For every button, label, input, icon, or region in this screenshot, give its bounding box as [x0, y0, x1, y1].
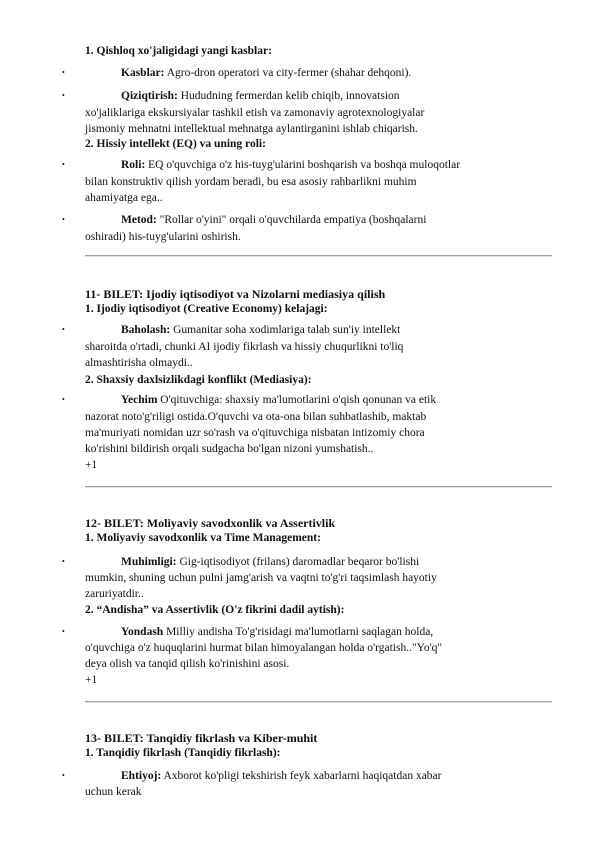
list-item-first-line [121, 158, 460, 172]
item-text: Axborot ko'pligi tekshirish feyk xabarlarni haqiqatdan xabar [163, 770, 442, 782]
item-text: Gumanitar soha xodimlariga talab sun'iy intellekt [173, 324, 401, 336]
list-item-first-line [121, 769, 442, 783]
list-item-text-line: ma'muriyati nomidan uzr so'rash va o'qituvchiga nisbatan intizomiy chora [85, 427, 425, 439]
section-heading: 2. “Andisha” va Assertivlik (O'z fikrini dadil aytish): [85, 604, 345, 616]
section-heading: 2. Shaxsiy daxlsizlikdagi konflikt (Mediasiya): [85, 374, 312, 386]
item-label: Ehtiyoj: [121, 770, 162, 782]
item-text: Hududning fermerdan kelib chiqib, innovatsion [180, 90, 400, 102]
bullet-icon: • [62, 771, 65, 780]
item-label: Qiziqtirish: [121, 90, 178, 102]
item-text: EQ o'quvchiga o'z his-tuyg'ularini boshqarish va boshqa muloqotlar [148, 159, 461, 171]
bullet-icon: • [62, 91, 65, 100]
item-label: Muhimligi: [121, 556, 177, 568]
list-item-text-line: ahamiyatga ega.. [85, 192, 163, 204]
bullet-icon: • [62, 627, 65, 636]
section-heading: 1. Ijodiy iqtisodiyot (Creative Economy) kelajagi: [85, 303, 328, 315]
list-item-first-line [121, 213, 426, 227]
item-text: Agro-dron operatori va city-fermer (shahar dehqoni). [166, 67, 412, 79]
list-item-text-line: mumkin, shuning uchun pulni jamg'arish va vaqtni to'g'ri taqsimlash hayotiy [85, 572, 437, 584]
list-item-first-line [121, 393, 436, 407]
list-item-text-line: xo'jaliklariga ekskursiyalar tashkil etish va zamonaviy agrotexnologiyalar [85, 107, 425, 119]
item-label: Yechim [121, 394, 158, 406]
item-text: Gig-iqtisodiyot (frilans) daromadlar beqaror bo'lishi [179, 556, 420, 568]
bullet-icon: • [62, 557, 65, 566]
section-heading: 1. Qishloq xo'jaligidagi yangi kasblar: [85, 45, 272, 57]
divider [85, 701, 552, 703]
divider [85, 486, 552, 488]
list-item-first-line [121, 625, 433, 639]
plus-one-mark: +1 [85, 459, 98, 471]
list-item-text-line: sharoitda o'rtadi, chunki AI ijodiy fikrlash va hissiy chuqurlikni to'liq [85, 341, 404, 353]
bullet-icon: • [62, 215, 65, 224]
list-item-text-line: oshiradi) his-tuyg'ularini oshirish. [85, 231, 241, 243]
section-heading: 1. Moliyaviy savodxonlik va Time Management: [85, 532, 321, 544]
list-item-text-line: almashtirisha olmaydi.. [85, 357, 193, 369]
bullet-icon: • [62, 160, 65, 169]
section-heading: 2. Hissiy intellekt (EQ) va uning roli: [85, 138, 266, 150]
item-label: Baholash: [121, 324, 171, 336]
list-item-first-line [121, 66, 411, 80]
bullet-icon: • [62, 395, 65, 404]
section-heading: 1. Tanqidiy fikrlash (Tanqidiy fikrlash): [85, 747, 281, 759]
list-item-text-line: zaruriyatdir.. [85, 588, 144, 600]
divider [85, 255, 552, 257]
list-item-first-line [121, 323, 400, 337]
list-item-text-line: deya olish va tanqid qilish ko'rinishini asosi. [85, 658, 290, 670]
list-item-text-line: jismoniy mehnatni intellektual mehnatga aylantirganini ishlab chiqarish. [85, 123, 418, 135]
list-item-first-line [121, 555, 419, 569]
item-label: Yondash [121, 626, 164, 638]
item-label: Roli: [121, 159, 146, 171]
list-item-text-line: o'quvchiga o'z huquqlarini hurmat bilan himoyalangan holda o'rgatish.."Yo'q" [85, 642, 443, 654]
item-label: Metod: [121, 214, 157, 226]
plus-one-mark: +1 [85, 674, 98, 686]
item-text: "Rollar o'yini" orqali o'quvchilarda empatiya (boshqalarni [159, 214, 427, 226]
item-label: Kasblar: [121, 67, 165, 79]
bilet-title: 11- BILET: Ijodiy iqtisodiyot va Nizolarni mediasiya qilish [85, 287, 386, 301]
bullet-icon: • [62, 68, 65, 77]
bilet-title: 13- BILET: Tanqidiy fikrlash va Kiber-muhit [85, 731, 318, 745]
list-item-first-line [121, 89, 400, 103]
bullet-icon: • [62, 325, 65, 334]
item-text: Milliy andisha To'g'risidagi ma'lumotlarni saqlagan holda, [166, 626, 434, 638]
list-item-text-line: nazorat noto'g'riligi ostida.O'quvchi va ota-ona bilan suhbatlashib, maktab [85, 411, 427, 423]
item-text: O'qituvchiga: shaxsiy ma'lumotlarini o'qish qonunan va etik [160, 394, 437, 406]
list-item-text-line: bilan konstruktiv qilish yordam beradi, bu esa asosiy rahbarlikni muhim [85, 176, 417, 188]
list-item-text-line: uchun kerak [85, 786, 142, 798]
list-item-text-line: ko'rishini bildirish orqali sudgacha bo'lgan nizoni yumshatish.. [85, 443, 374, 455]
bilet-title: 12- BILET: Moliyaviy savodxonlik va Assertivlik [85, 516, 336, 530]
